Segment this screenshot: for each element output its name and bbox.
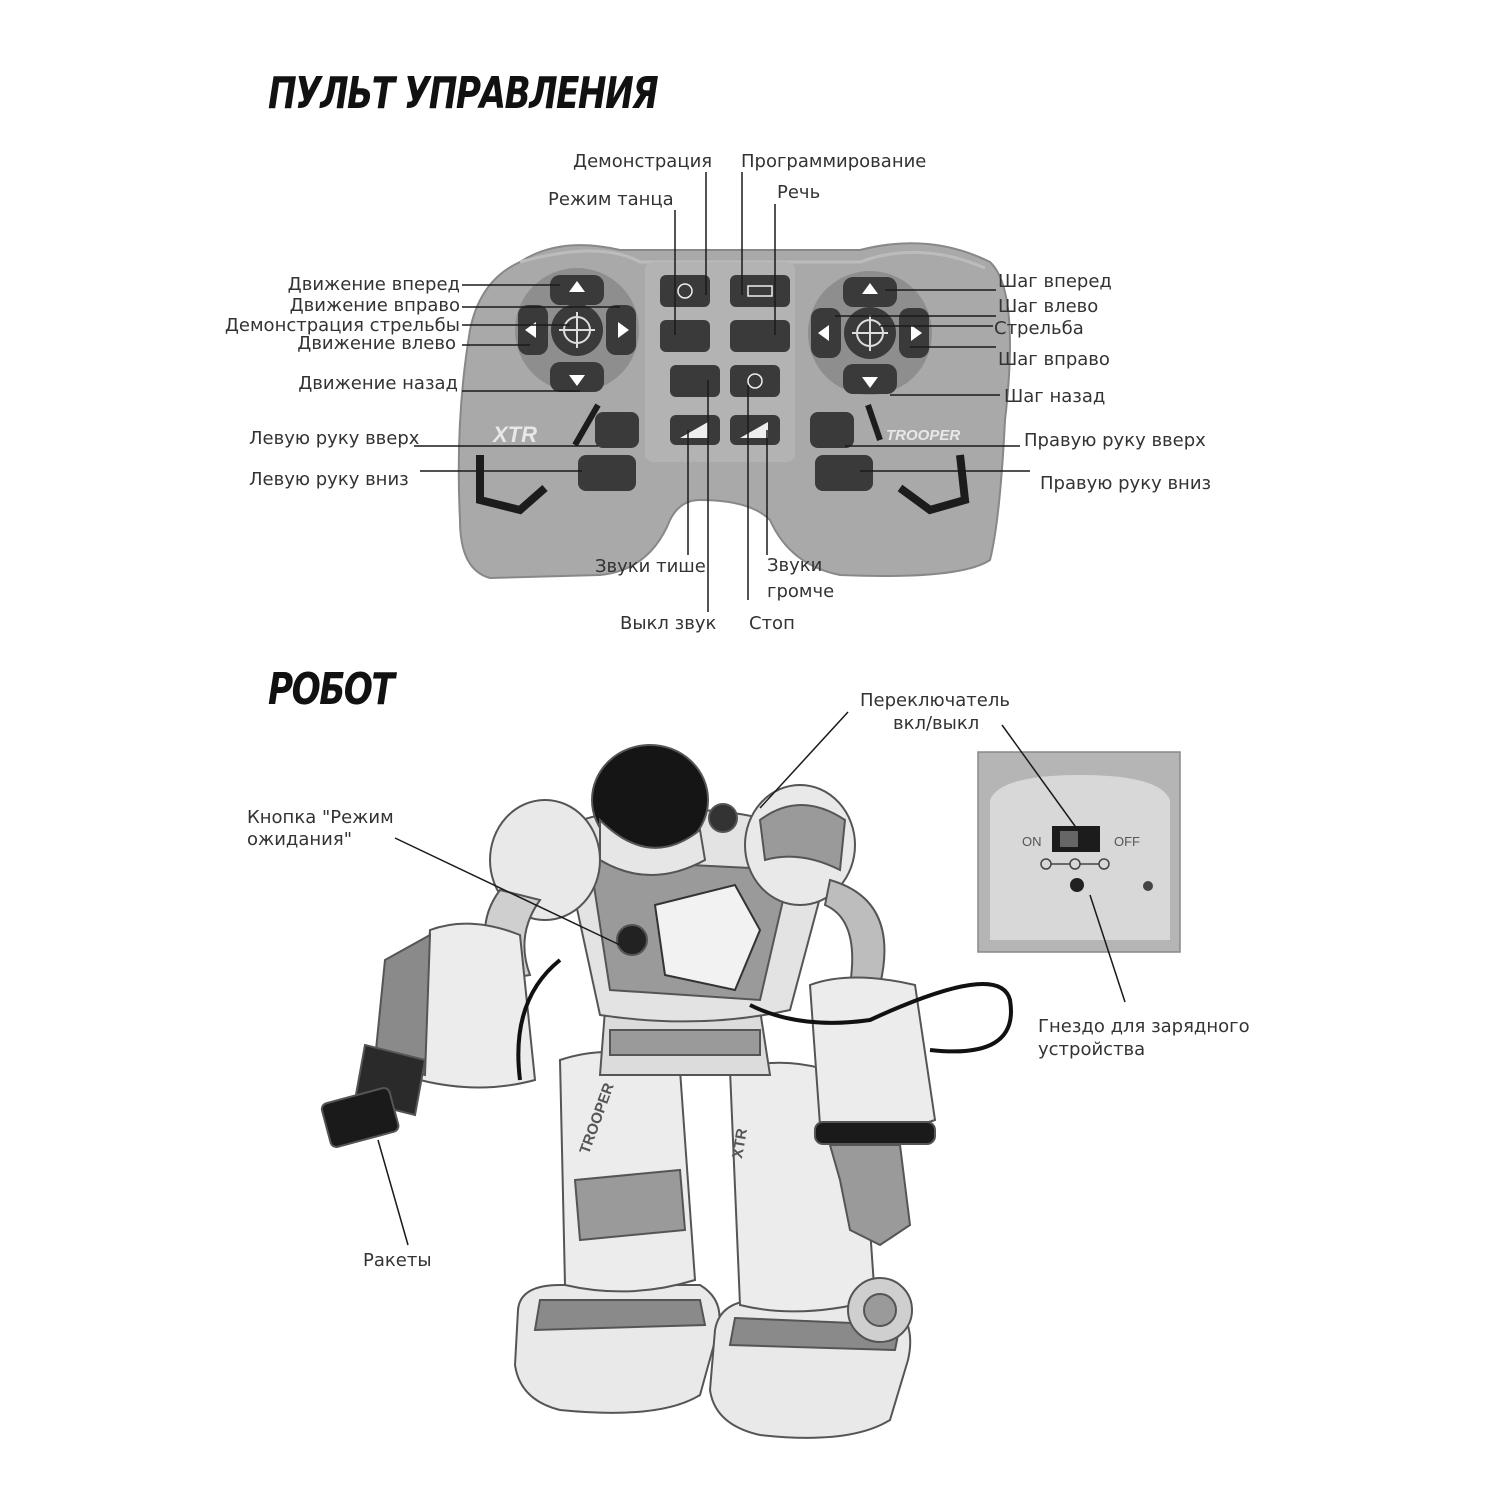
label-shoot-demo: Демонстрация стрельбы [224, 315, 460, 336]
label-standby-1: Кнопка "Режим [247, 807, 394, 828]
remote-logo-right: TROOPER [886, 427, 961, 444]
label-move-forward: Движение вперед [287, 274, 460, 295]
label-program: Программирование [741, 151, 927, 172]
robot-leg-text-2: XTR [729, 1127, 751, 1160]
label-left-arm-up: Левую руку вверх [249, 428, 420, 449]
label-left-arm-down: Левую руку вниз [249, 469, 409, 490]
switch-on-label: ON [1022, 834, 1042, 849]
label-step-forward: Шаг вперед [998, 271, 1112, 292]
label-dance: Режим танца [548, 189, 674, 210]
label-move-left: Движение влево [297, 333, 456, 354]
robot-leg-text-1: TROOPER [576, 1080, 618, 1157]
label-louder-1: Звуки [767, 555, 823, 576]
label-quieter: Звуки тише [595, 556, 706, 577]
label-stop: Стоп [749, 613, 795, 634]
label-move-back: Движение назад [298, 373, 458, 394]
label-move-right: Движение вправо [289, 295, 460, 316]
label-demo: Демонстрация [573, 151, 713, 172]
remote-heading: ПУЛЬТ УПРАВЛЕНИЯ [268, 68, 658, 119]
label-right-arm-down: Правую руку вниз [1040, 473, 1212, 494]
label-standby-2: ожидания" [247, 829, 352, 850]
remote-logo-left: XTR [493, 422, 537, 447]
switch-off-label: OFF [1114, 834, 1140, 849]
label-step-right: Шаг вправо [998, 349, 1110, 370]
label-step-back: Шаг назад [1004, 386, 1106, 407]
label-charge-2: устройства [1038, 1039, 1146, 1060]
label-rockets: Ракеты [363, 1250, 432, 1271]
label-louder-2: громче [767, 581, 835, 602]
robot-heading: РОБОТ [268, 664, 394, 715]
label-charge-1: Гнездо для зарядного [1038, 1016, 1250, 1037]
label-switch-2: вкл/выкл [893, 713, 980, 734]
label-right-arm-up: Правую руку вверх [1024, 430, 1206, 451]
label-switch-1: Переключатель [860, 690, 1010, 711]
label-step-left: Шаг влево [998, 296, 1099, 317]
label-speech: Речь [777, 182, 821, 203]
label-mute: Выкл звук [620, 613, 717, 634]
label-shoot: Стрельба [994, 318, 1084, 339]
